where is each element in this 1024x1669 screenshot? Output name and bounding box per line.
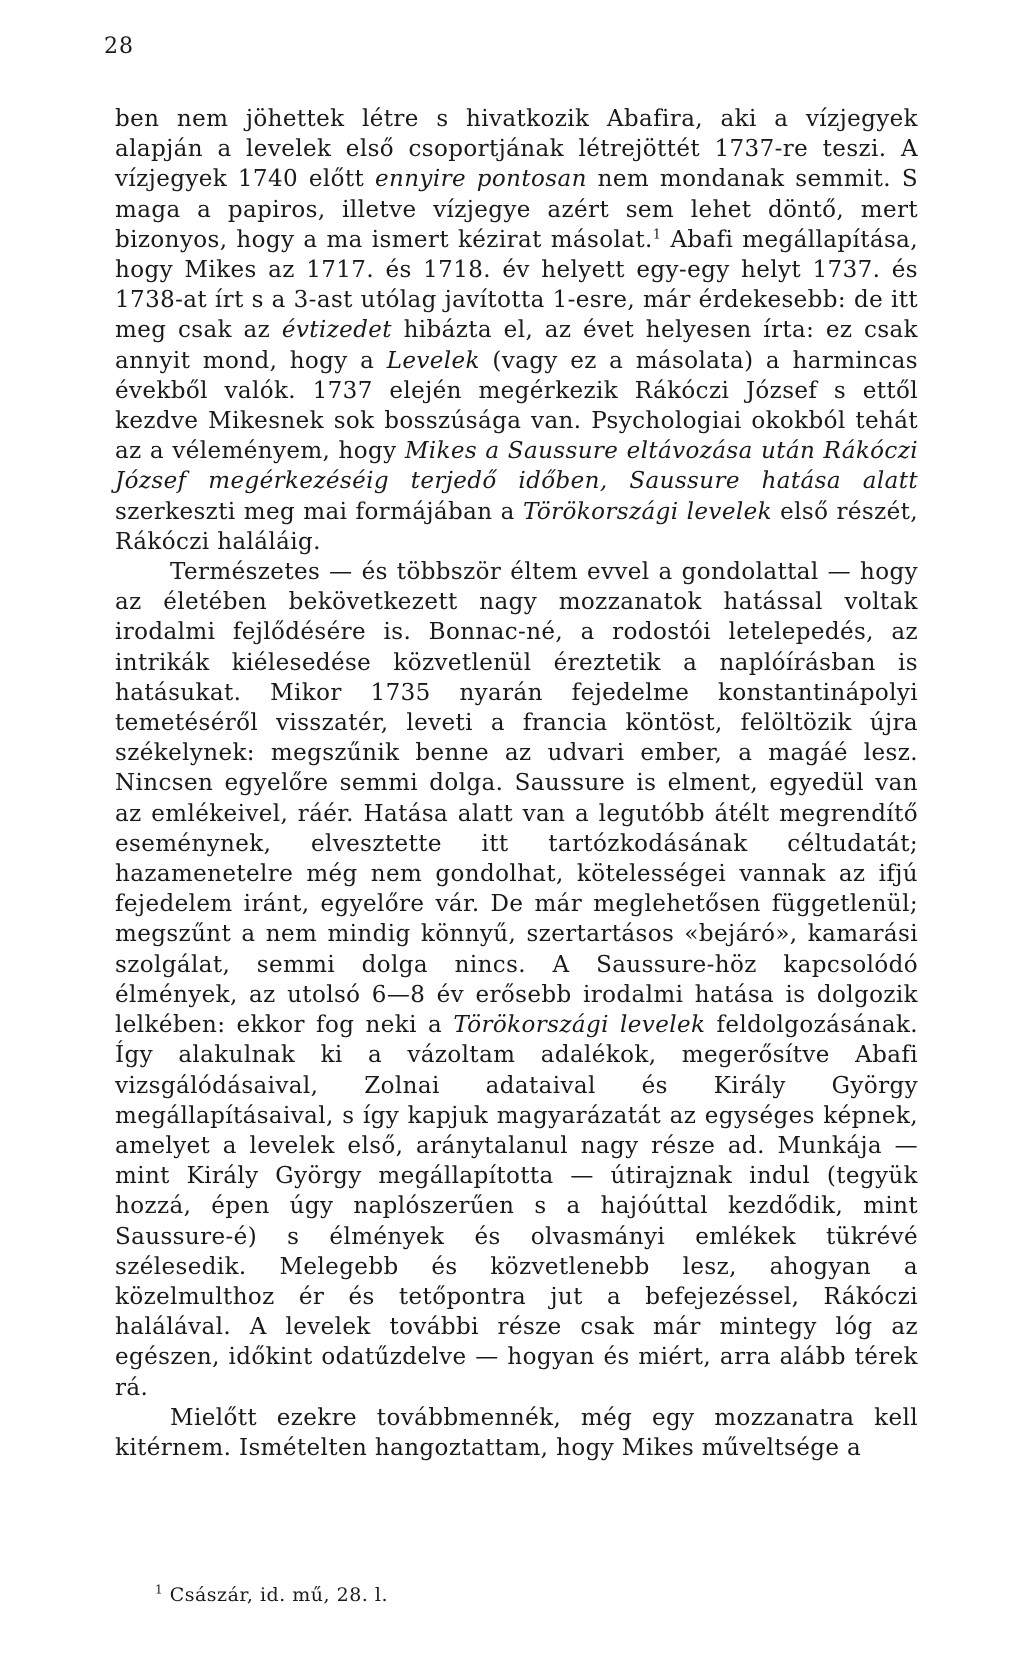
italic-run: évtizedet	[281, 317, 392, 344]
footnote-marker: 1	[155, 1582, 164, 1597]
text-run: Természetes — és többször éltem evvel a gondolattal — hogy az életében bekövetkezett nagy mozzanatok hatással voltak irodalmi fejlődésére is. Bonnac-né, a rodostói letelepedés, az intrikák kiélesedése közvetlenül éreztetik a naplóírásban is hatásukat. Mikor 1735 nyarán fejedelme konstantinápolyi temetéséről visszatér, leveti a francia köntöst, felöltözik újra székelynek: megszűnik benne az udvari ember, a magáé lesz. Nincsen egyelőre semmi dolga. Saussure is elment, egyedül van az emlékeivel, ráér. Hatása alatt van a legutóbb átélt megrendítő eseménynek, elvesztette itt tartózkodásának céltudatát; hazamenetelre még nem gondolhat, kötelességei vannak az ifjú fejedelem iránt, egyelőre vár. De már meglehetősen függetlenül; megszűnt a nem mindig könnyű, szertartásos «bejáró», kamarási szolgálat, semmi dolga nincs. A Saussure-höz kapcsolódó élmények, az utolsó 6—8 év erősebb irodalmi hatása is dolgozik lelkében: ekkor fog neki a	[115, 559, 918, 1039]
page-number: 28	[104, 34, 134, 59]
footnote	[155, 1583, 388, 1607]
text-run: nem mondanak semmit. S maga a papiros, illetve vízjegye azért sem lehet döntő, mert bizonyos, hogy a ma ismert kézirat másolat.	[115, 166, 918, 253]
text-run: Mielőtt ezekre továbbmennék, még egy mozzanatra kell kitérnem. Ismételten hangoztattam, hogy Mikes műveltsége a	[115, 1404, 918, 1461]
paragraph-3	[115, 1403, 918, 1463]
text-run: Abafi megállapítása, hogy Mikes az 1717. és 1718. év helyett egy-egy helyt 1737. és 1738-at írt s a 3-ast utólag javította 1-esre, már érdekesebb: de itt meg csak az	[115, 226, 918, 344]
footnote-reference: 1	[652, 227, 662, 243]
footnote-text: Császár, id. mű, 28. l.	[169, 1584, 388, 1606]
text-run: első részét, Rákóczi haláláig.	[115, 498, 918, 555]
text-run: ben nem jöhettek létre s hivatkozik Abafira, aki a vízjegyek alapján a levelek első csoportjának létrejöttét 1737-re teszi. A vízjegyek 1740 előtt	[115, 106, 918, 193]
italic-run: Mikes a Saussure eltávozása után Rákóczi József megérkezéséig terjedő időben, Saussure hatása alatt	[115, 438, 918, 495]
text-run: feldolgozásának. Így alakulnak ki a vázoltam adalékok, megerősítve Abafi vizsgálódásaival, Zolnai adataival és Király György megállapításaival, s így kapjuk magyarázatát az egységes képnek, amelyet a levelek első, aránytalanul nagy része ad. Munkája — mint Király György megállapította — útirajznak indul (tegyük hozzá, épen úgy naplószerűen s a hajóúttal kezdődik, mint Saussure-é) s élmények és olvasmányi emlékek tükrévé szélesedik. Melegebb és közvetlenebb lesz, ahogyan a közelmulthoz ér és tetőpontra jut a befejezéssel, Rákóczi halálával. A levelek további része csak már mintegy lóg az egészen, időkint odatűzdelve — hogyan és miért, arra alább térek rá.	[115, 1012, 918, 1401]
italic-run: Törökországi levelek	[453, 1012, 706, 1039]
text-run: (vagy ez a másolata) a harmincas évekből valók. 1737 elején megérkezik Rákóczi József s ettől kezdve Mikesnek sok bosszúsága van. Psychologiai okokból tehát az a véleményem, hogy	[115, 347, 918, 465]
italic-run: Törökországi levelek	[522, 498, 772, 525]
paragraph-2	[115, 557, 918, 1403]
paragraph-1	[115, 104, 918, 557]
text-run: szerkeszti meg mai formájában a	[115, 498, 523, 525]
text-run: hibázta el, az évet helyesen írta: ez csak annyit mond, hogy a	[115, 317, 918, 374]
italic-run: Levelek	[386, 347, 480, 374]
main-text	[115, 104, 918, 1463]
italic-run: ennyire pontosan	[374, 166, 587, 193]
